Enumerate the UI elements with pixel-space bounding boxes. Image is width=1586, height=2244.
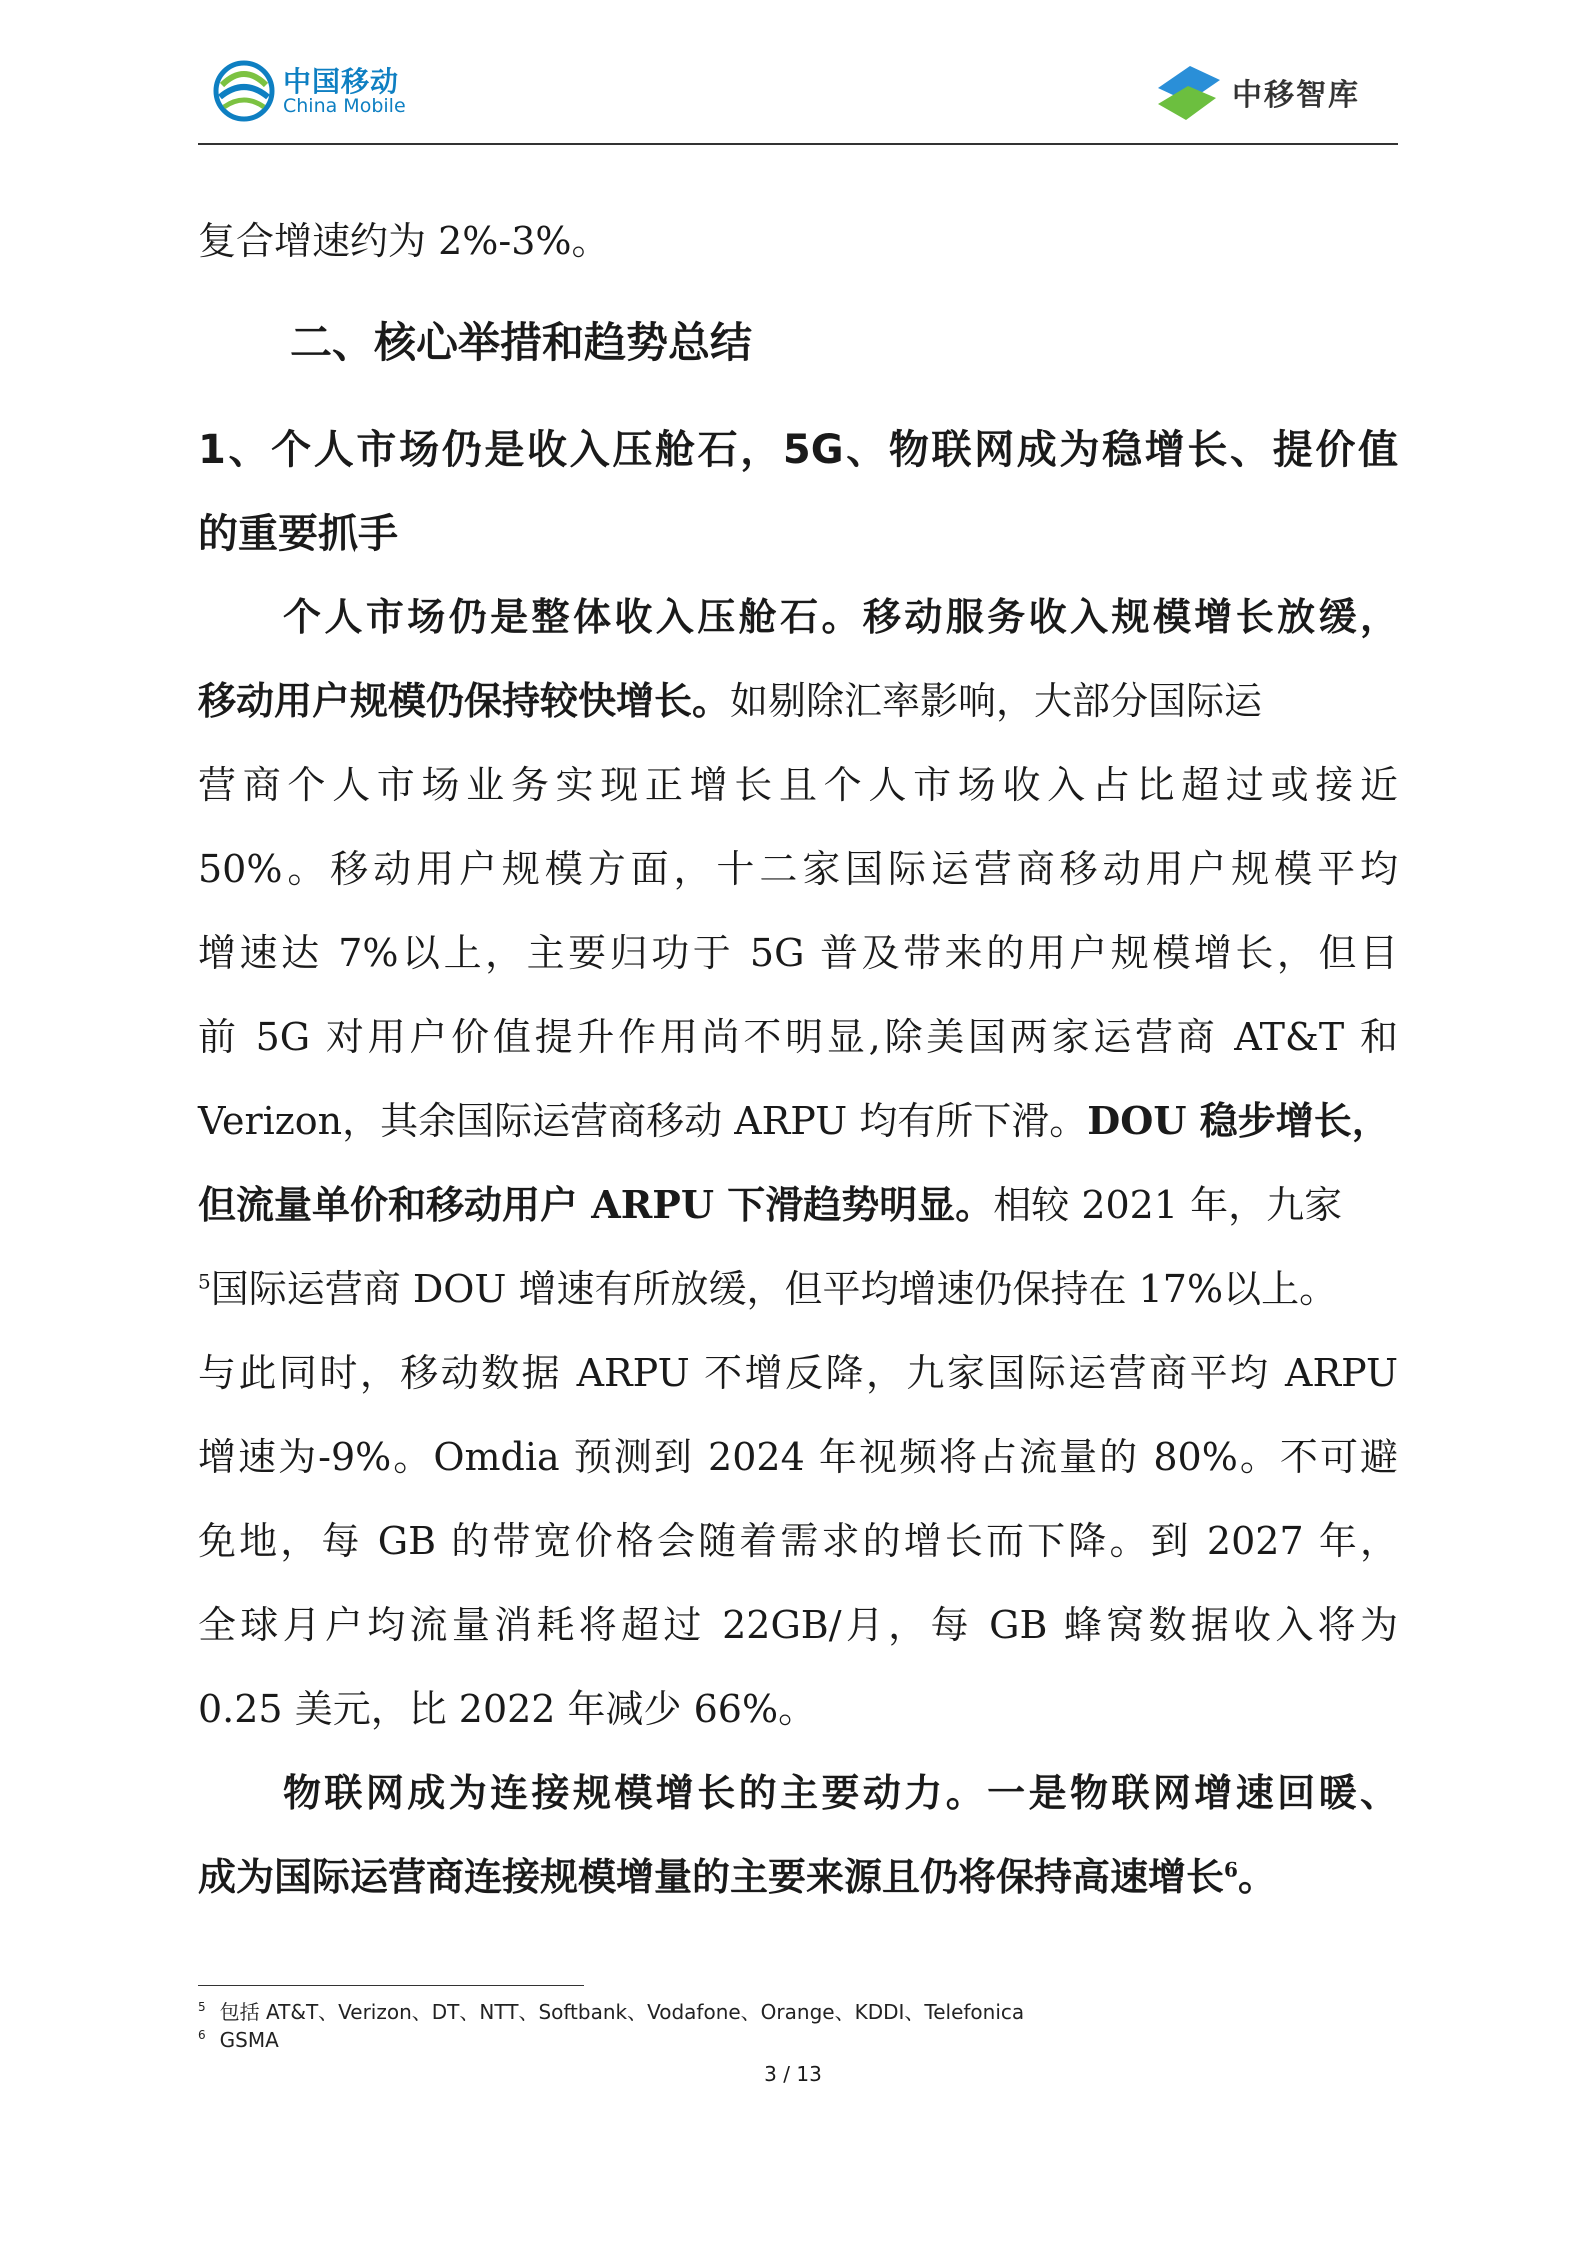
- subheading-line-1: 1、个人市场仍是收入压舱石，5G、物联网成为稳增长、提价值: [198, 427, 1398, 473]
- paragraph-line: [198, 1090, 1390, 1145]
- text-span: 相较 2021 年，九家: [993, 1183, 1343, 1227]
- subheading-line-2: 的重要抓手: [198, 511, 398, 557]
- paragraph-line: [198, 1846, 1276, 1901]
- page-header: [0, 0, 1586, 150]
- paragraph-line: 增速为-9%。Omdia 预测到 2024 年视频将占流量的 80%。不可避: [198, 1435, 1398, 1479]
- bold-phrase: 移动用户规模仍保持较快增长。: [198, 678, 731, 723]
- header-divider: [198, 143, 1398, 145]
- section-title: 二、核心举措和趋势总结: [290, 318, 753, 367]
- footnote-divider: [198, 1985, 584, 1986]
- page-number: 3 / 13: [764, 2062, 822, 2086]
- zhongyi-zhiku-name: 中移智库: [1232, 78, 1360, 113]
- paragraph-line: 与此同时，移动数据 ARPU 不增反降，九家国际运营商平均 ARPU: [198, 1351, 1398, 1395]
- china-mobile-name-cn: 中国移动: [283, 65, 400, 98]
- text-line: 复合增速约为 2%-3%。: [198, 219, 610, 263]
- footnote-mark: 6: [198, 2028, 206, 2042]
- text-span: 国际运营商 DOU 增速有所放缓，但平均增速仍保持在 17%以上。: [210, 1267, 1338, 1311]
- paragraph-line: 个人市场仍是整体收入压舱石。移动服务收入规模增长放缓，: [283, 594, 1398, 639]
- bold-phrase: DOU 稳步增长，: [1087, 1098, 1390, 1143]
- text-span: 如剔除汇率影响，大部分国际运: [730, 679, 1263, 723]
- paragraph-line: 增速达 7%以上，主要归功于 5G 普及带来的用户规模增长，但目: [198, 931, 1398, 975]
- text-span: 。: [1237, 1854, 1276, 1899]
- footnote: [198, 1996, 1024, 2025]
- paragraph-line: 营商个人市场业务实现正增长且个人市场收入占比超过或接近: [198, 763, 1398, 807]
- china-mobile-logo-icon: [208, 55, 288, 125]
- paragraph-line: 全球月户均流量消耗将超过 22GB/月，每 GB 蜂窝数据收入将为: [198, 1603, 1398, 1647]
- paragraph-line: 前 5G 对用户价值提升作用尚不明显,除美国两家运营商 AT&T 和: [198, 1015, 1398, 1059]
- paragraph-line: [198, 1258, 1337, 1313]
- text-span: Verizon，其余国际运营商移动 ARPU 均有所下滑。: [198, 1099, 1088, 1143]
- paragraph-line: 50%。移动用户规模方面，十二家国际运营商移动用户规模平均: [198, 847, 1398, 891]
- paragraph-line: [198, 1174, 1342, 1229]
- paragraph-line: 免地，每 GB 的带宽价格会随着需求的增长而下降。到 2027 年，: [198, 1519, 1398, 1563]
- bold-phrase: 但流量单价和移动用户 ARPU 下滑趋势明显。: [198, 1182, 994, 1227]
- footnote-text: GSMA: [219, 2028, 279, 2052]
- footnote-text: 包括 AT&T、Verizon、DT、NTT、Softbank、Vodafone、Orange、KDDI、Telefonica: [219, 2000, 1025, 2024]
- zhongyi-zhiku-logo-icon: [1150, 58, 1228, 126]
- footnote-mark: 5: [198, 2000, 206, 2014]
- footnote: [198, 2028, 279, 2052]
- text-span: 成为国际运营商连接规模增量的主要来源且仍将保持高速增长: [198, 1854, 1225, 1899]
- paragraph-line: 0.25 美元，比 2022 年减少 66%。: [198, 1687, 817, 1731]
- footnote-ref[interactable]: 6: [1224, 1857, 1238, 1882]
- paragraph-line: 物联网成为连接规模增长的主要动力。一是物联网增速回暖、: [283, 1770, 1398, 1815]
- paragraph-line: [198, 670, 1262, 725]
- china-mobile-name-en: China Mobile: [283, 95, 406, 117]
- footnote-ref[interactable]: 5: [198, 1269, 211, 1294]
